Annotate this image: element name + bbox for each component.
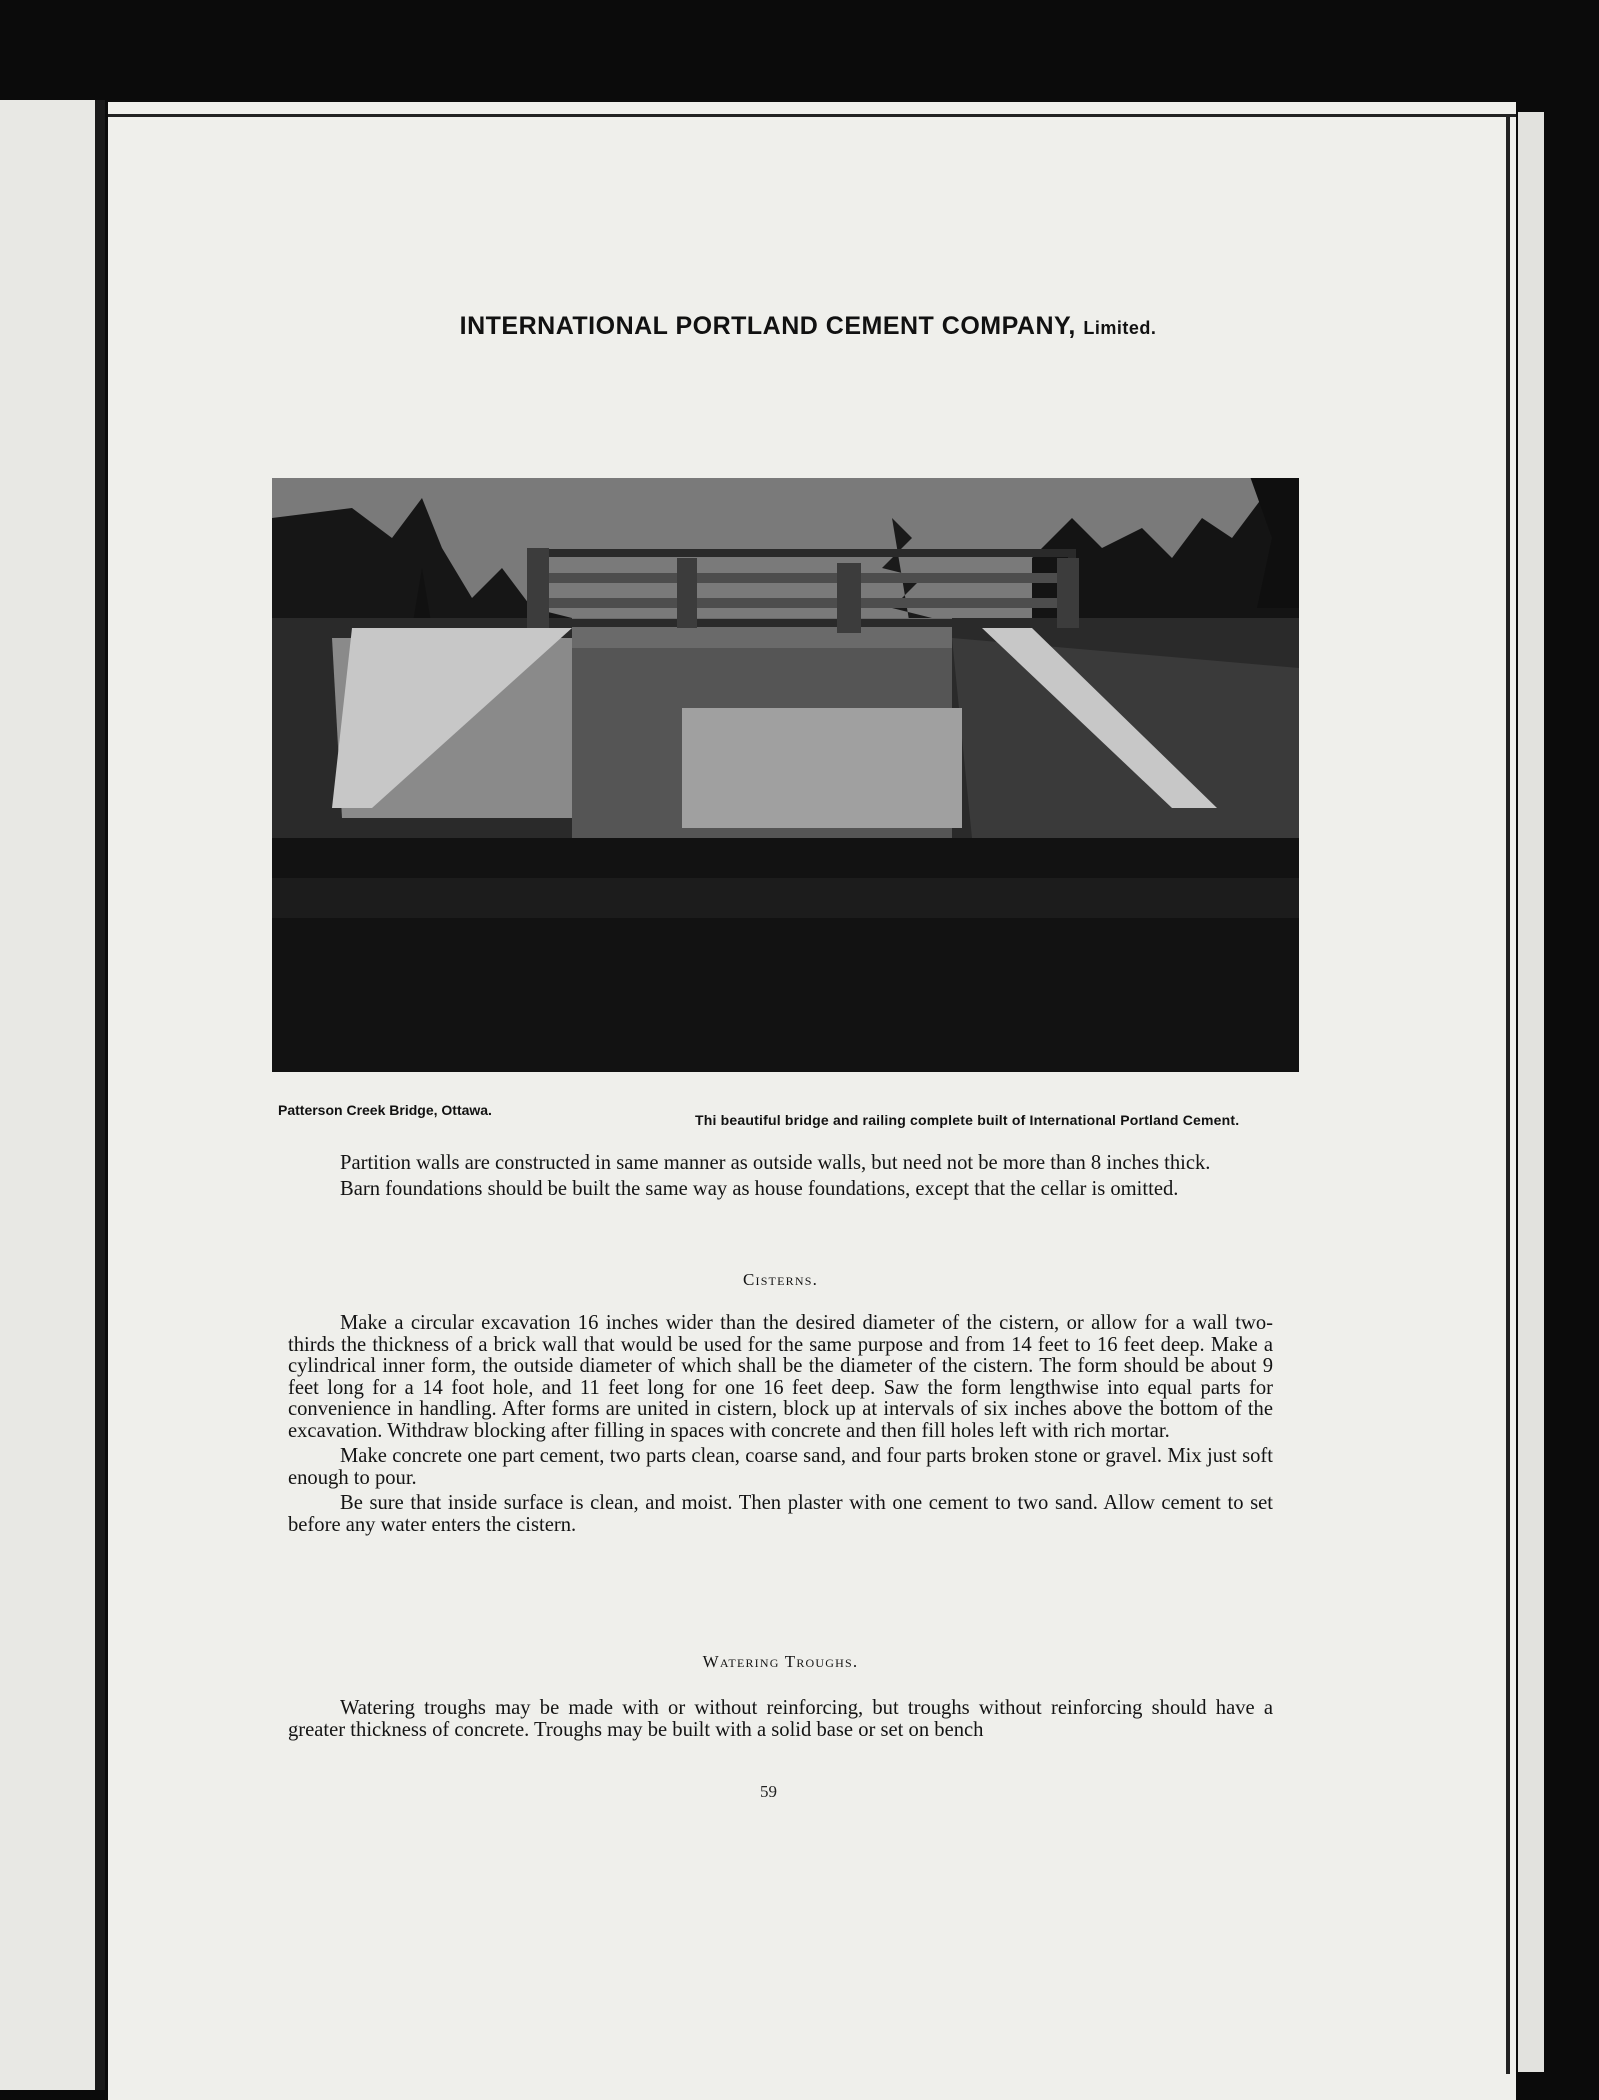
paragraph: Barn foundations should be built the same way as house foundations, except that the cellar is omitted. <box>340 1177 1179 1200</box>
troughs-text <box>288 1698 1273 1745</box>
paragraph: Watering troughs may be made with or without reinforcing, but troughs without reinforcing should have a greater thickness of concrete. Troughs may be built with a solid base or set on bench <box>288 1697 1273 1741</box>
troughs-heading: Watering Troughs. <box>702 1652 859 1671</box>
page-right-border <box>1506 114 1510 2074</box>
page-header <box>108 312 1508 341</box>
cisterns-text <box>288 1313 1273 1540</box>
company-name: INTERNATIONAL PORTLAND CEMENT COMPANY, <box>459 312 1076 340</box>
binding-shadow <box>95 100 105 2090</box>
bridge-photo <box>272 478 1299 1072</box>
paragraph: Make a circular excavation 16 inches wider than the desired diameter of the cistern, or allow for a wall two-thirds the thickness of a brick wall that would be used for the same purpose and from 14 feet to 16 feet deep. Make a cylindrical inner form, the outside diameter of which shall be the diameter of the cistern. The form should be about 9 feet long for a 14 foot hole, and 11 feet long for one 16 feet deep. Saw the form lengthwise into equal parts for convenience in handling. After forms are united in cistern, block up at intervals of six inches above the bottom of the excavation. Withdraw blocking after filling in spaces with concrete and then fill holes left with rich mortar. <box>288 1312 1273 1442</box>
page-sheet <box>108 102 1516 2100</box>
paragraph: Be sure that inside surface is clean, and moist. Then plaster with one cement to two sand. Allow cement to set before any water enters the cistern. <box>288 1492 1273 1536</box>
paragraph: Partition walls are constructed in same manner as outside walls, but need not be more than 8 inches thick. <box>340 1152 1211 1174</box>
photo-caption-description: Thi beautiful bridge and railing complete built of International Portland Cement. <box>695 1112 1240 1128</box>
page-number: 59 <box>760 1782 777 1801</box>
paragraph: Make concrete one part cement, two parts clean, coarse sand, and four parts broken stone or gravel. Mix just soft enough to pour. <box>288 1445 1273 1489</box>
right-page-edge <box>1518 112 1544 2072</box>
company-suffix: Limited. <box>1083 318 1157 338</box>
page-top-border <box>108 114 1516 117</box>
photo-caption-location: Patterson Creek Bridge, Ottawa. <box>278 1102 492 1118</box>
left-page-edge <box>0 100 100 2090</box>
intro-text <box>288 1153 1273 1204</box>
cisterns-heading: Cisterns. <box>742 1270 819 1289</box>
